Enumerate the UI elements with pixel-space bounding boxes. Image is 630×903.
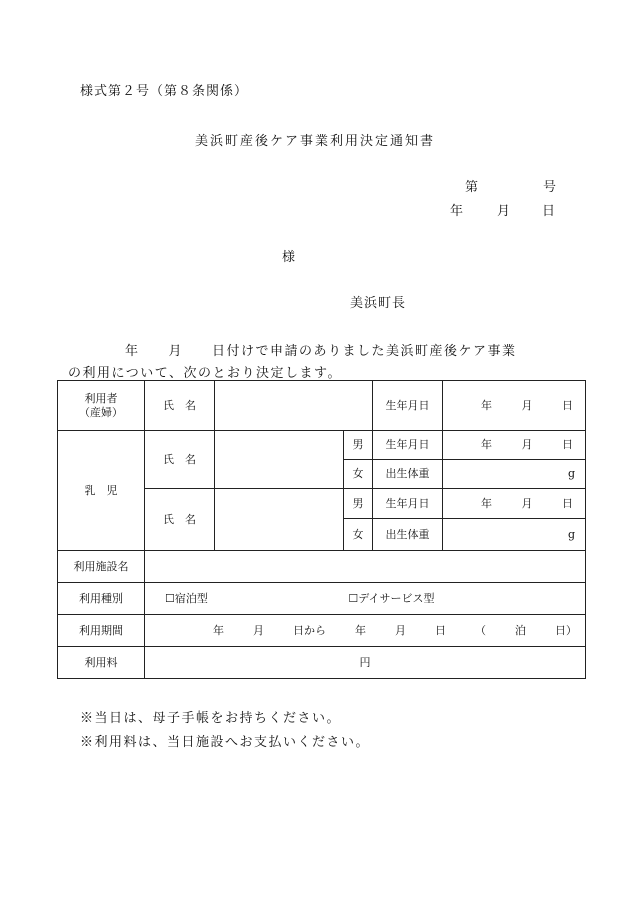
doc-number-suffix: 号 [543, 180, 557, 195]
infant2-birthweight-field[interactable] [443, 519, 586, 551]
user-name-field[interactable] [215, 381, 373, 431]
infant-label: 乳 児 [58, 431, 145, 551]
infant2-name-field[interactable] [215, 489, 344, 551]
period-nights: 泊 [515, 623, 526, 637]
type-field [145, 583, 586, 615]
gram-unit: g [567, 527, 575, 541]
table-row [58, 381, 586, 431]
month-label: 月 [521, 438, 533, 452]
type-option-stay[interactable]: ☐宿泊型 [165, 591, 208, 605]
period-paren-open: （ [475, 623, 486, 637]
table-row [58, 431, 586, 460]
period-label: 利用期間 [58, 615, 145, 647]
infant1-name-label: 氏 名 [145, 431, 215, 489]
table-row [58, 551, 586, 583]
type-option-day-service[interactable]: ☐デイサービス型 [348, 591, 435, 605]
user-label-sub: （産婦） [79, 405, 123, 419]
period-field[interactable] [145, 615, 586, 647]
sender: 美浜町長 [350, 296, 407, 311]
month-label: 月 [521, 496, 533, 510]
period-end-day: 日 [435, 623, 446, 637]
doc-number-prefix: 第 [465, 180, 479, 195]
fee-field[interactable] [145, 647, 586, 679]
body-text-line-1: 年 月 日付けで申請のありました美浜町産後ケア事業 [125, 344, 517, 359]
period-end-month: 月 [395, 623, 406, 637]
infant1-birthweight-field[interactable] [443, 460, 586, 489]
year-label: 年 [481, 438, 492, 452]
month-label: 月 [521, 398, 533, 412]
addressee-suffix: 様 [282, 250, 296, 265]
facility-label: 利用施設名 [58, 551, 145, 583]
fee-label: 利用料 [58, 647, 145, 679]
period-start-month: 月 [253, 623, 264, 637]
year-label: 年 [481, 398, 492, 412]
user-label-cell [58, 381, 145, 431]
decision-table [57, 380, 586, 679]
issue-date-day: 日 [542, 204, 556, 219]
infant2-birthweight-label: 出生体重 [373, 519, 443, 551]
infant2-name-label: 氏 名 [145, 489, 215, 551]
year-label: 年 [481, 496, 492, 510]
note-2: ※利用料は、当日施設へお支払いください。 [80, 735, 371, 750]
body-text-line-2: の利用について、次のとおり決定します。 [68, 366, 342, 381]
infant1-birthdate-label: 生年月日 [373, 431, 443, 460]
period-start-year: 年 [213, 623, 224, 637]
period-end-year: 年 [355, 623, 366, 637]
issue-date-year: 年 [450, 204, 464, 219]
fee-unit: 円 [359, 655, 371, 669]
infant1-sex-female[interactable]: 女 [344, 460, 373, 489]
day-label: 日 [562, 496, 573, 510]
note-1: ※当日は、母子手帳をお持ちください。 [80, 711, 342, 726]
infant1-name-field[interactable] [215, 431, 344, 489]
facility-field[interactable] [145, 551, 586, 583]
infant2-birthdate-field[interactable] [443, 489, 586, 519]
type-label: 利用種別 [58, 583, 145, 615]
user-birthdate-field[interactable] [443, 381, 586, 431]
infant2-sex-male[interactable]: 男 [344, 489, 373, 519]
period-days: 日） [555, 623, 577, 637]
day-label: 日 [562, 438, 573, 452]
infant1-birthdate-field[interactable] [443, 431, 586, 460]
page-title: 美浜町産後ケア事業利用決定通知書 [194, 134, 435, 149]
table-row [58, 615, 586, 647]
period-start-day: 日から [293, 623, 326, 637]
day-label: 日 [562, 398, 573, 412]
infant2-sex-female[interactable]: 女 [344, 519, 373, 551]
table-row [58, 583, 586, 615]
gram-unit: g [567, 467, 575, 481]
table-row [58, 647, 586, 679]
user-birthdate-label: 生年月日 [373, 381, 443, 431]
user-label: 利用者 [84, 392, 118, 406]
issue-date-month: 月 [497, 204, 511, 219]
form-number: 様式第２号（第８条関係） [80, 84, 249, 99]
infant2-birthdate-label: 生年月日 [373, 489, 443, 519]
user-name-label: 氏 名 [145, 381, 215, 431]
infant1-birthweight-label: 出生体重 [373, 460, 443, 489]
infant1-sex-male[interactable]: 男 [344, 431, 373, 460]
